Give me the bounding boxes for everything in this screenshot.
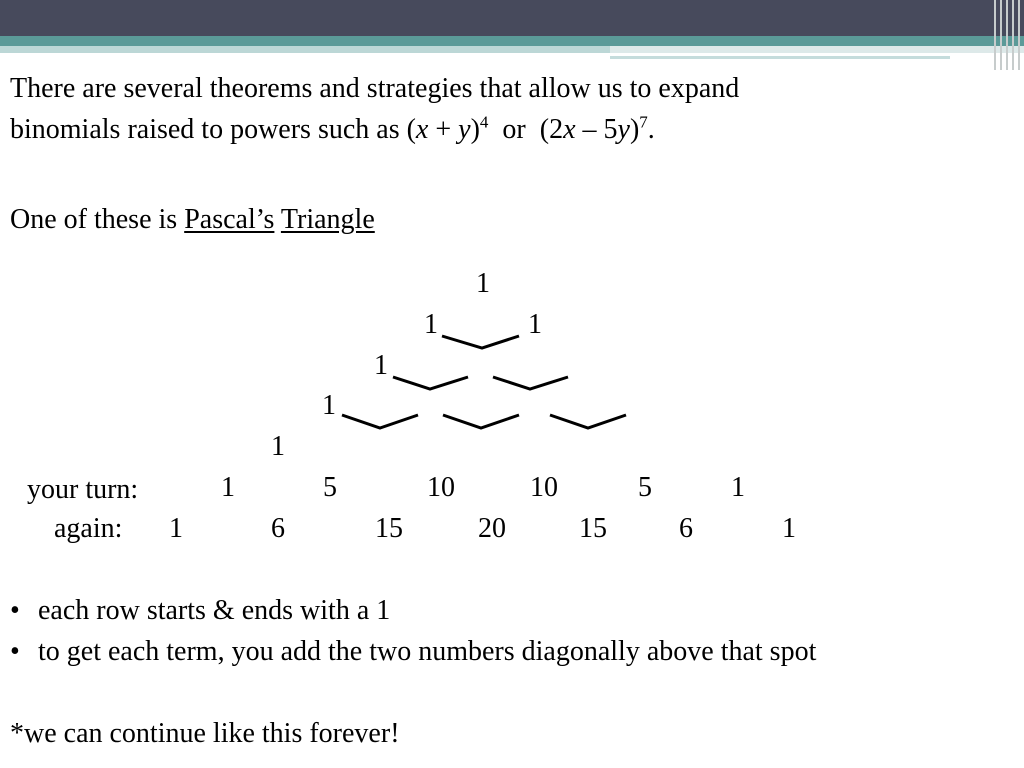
chevron-row3-b xyxy=(443,415,519,428)
pascal-word: Pascal’s xyxy=(184,204,275,235)
bullet-item xyxy=(10,636,816,668)
intro-text: There are several theorems and strategies that allow us to expand xyxy=(10,73,740,104)
triangle-row0-value: 1 xyxy=(476,268,490,299)
chevron-row2-a xyxy=(393,377,468,389)
intro-line2-prefix: binomials raised to powers such as ( xyxy=(10,114,416,145)
expr1-x: x xyxy=(415,114,429,145)
again-value: 15 xyxy=(579,513,607,544)
expr2-y: y xyxy=(617,114,630,145)
expr2-x: x xyxy=(563,114,576,145)
bullet-text: to get each term, you add the two numbers diagonally above that spot xyxy=(38,636,817,667)
your-turn-label: your turn: xyxy=(27,474,139,505)
expr2-close: ) xyxy=(629,114,640,145)
expr1-y: y xyxy=(458,114,471,145)
triangle-word: Triangle xyxy=(280,204,375,235)
again-value: 1 xyxy=(169,513,183,544)
your-turn-value: 5 xyxy=(638,472,652,503)
expr1-close: ) xyxy=(470,114,480,145)
chevron-row1 xyxy=(442,336,519,348)
expr2-minus: – 5 xyxy=(575,114,618,145)
again-value: 6 xyxy=(271,513,285,544)
bullet-dot: • xyxy=(10,595,20,626)
again-value: 1 xyxy=(782,513,796,544)
again-value: 15 xyxy=(375,513,403,544)
pascal-heading-prefix: One of these is xyxy=(10,204,185,235)
your-turn-value: 1 xyxy=(731,472,745,503)
chevron-row3-a xyxy=(342,415,418,428)
chevron-row2-b xyxy=(493,377,568,389)
footer-note: *we can continue like this forever! xyxy=(10,718,400,749)
again-label: again: xyxy=(54,513,123,544)
your-turn-value: 1 xyxy=(221,472,235,503)
triangle-row2-left: 1 xyxy=(374,350,388,381)
period: . xyxy=(647,114,655,145)
triangle-row4-left: 1 xyxy=(271,431,285,462)
expr2-power: 7 xyxy=(639,112,648,132)
bullet-text: each row starts & ends with a 1 xyxy=(38,595,391,626)
chevron-row3-c xyxy=(550,415,626,428)
again-value: 20 xyxy=(478,513,506,544)
your-turn-value: 5 xyxy=(323,472,337,503)
your-turn-value: 10 xyxy=(530,472,558,503)
bullet-item xyxy=(10,595,390,627)
expr1-power: 4 xyxy=(479,112,489,132)
or-text: or (2 xyxy=(488,114,564,145)
triangle-row3-left: 1 xyxy=(322,390,336,421)
your-turn-value: 10 xyxy=(427,472,455,503)
triangle-row1-left: 1 xyxy=(424,309,438,340)
bullet-dot: • xyxy=(10,636,20,667)
triangle-row1-right: 1 xyxy=(528,309,542,340)
again-value: 6 xyxy=(679,513,693,544)
expr1-plus: + xyxy=(428,114,459,145)
